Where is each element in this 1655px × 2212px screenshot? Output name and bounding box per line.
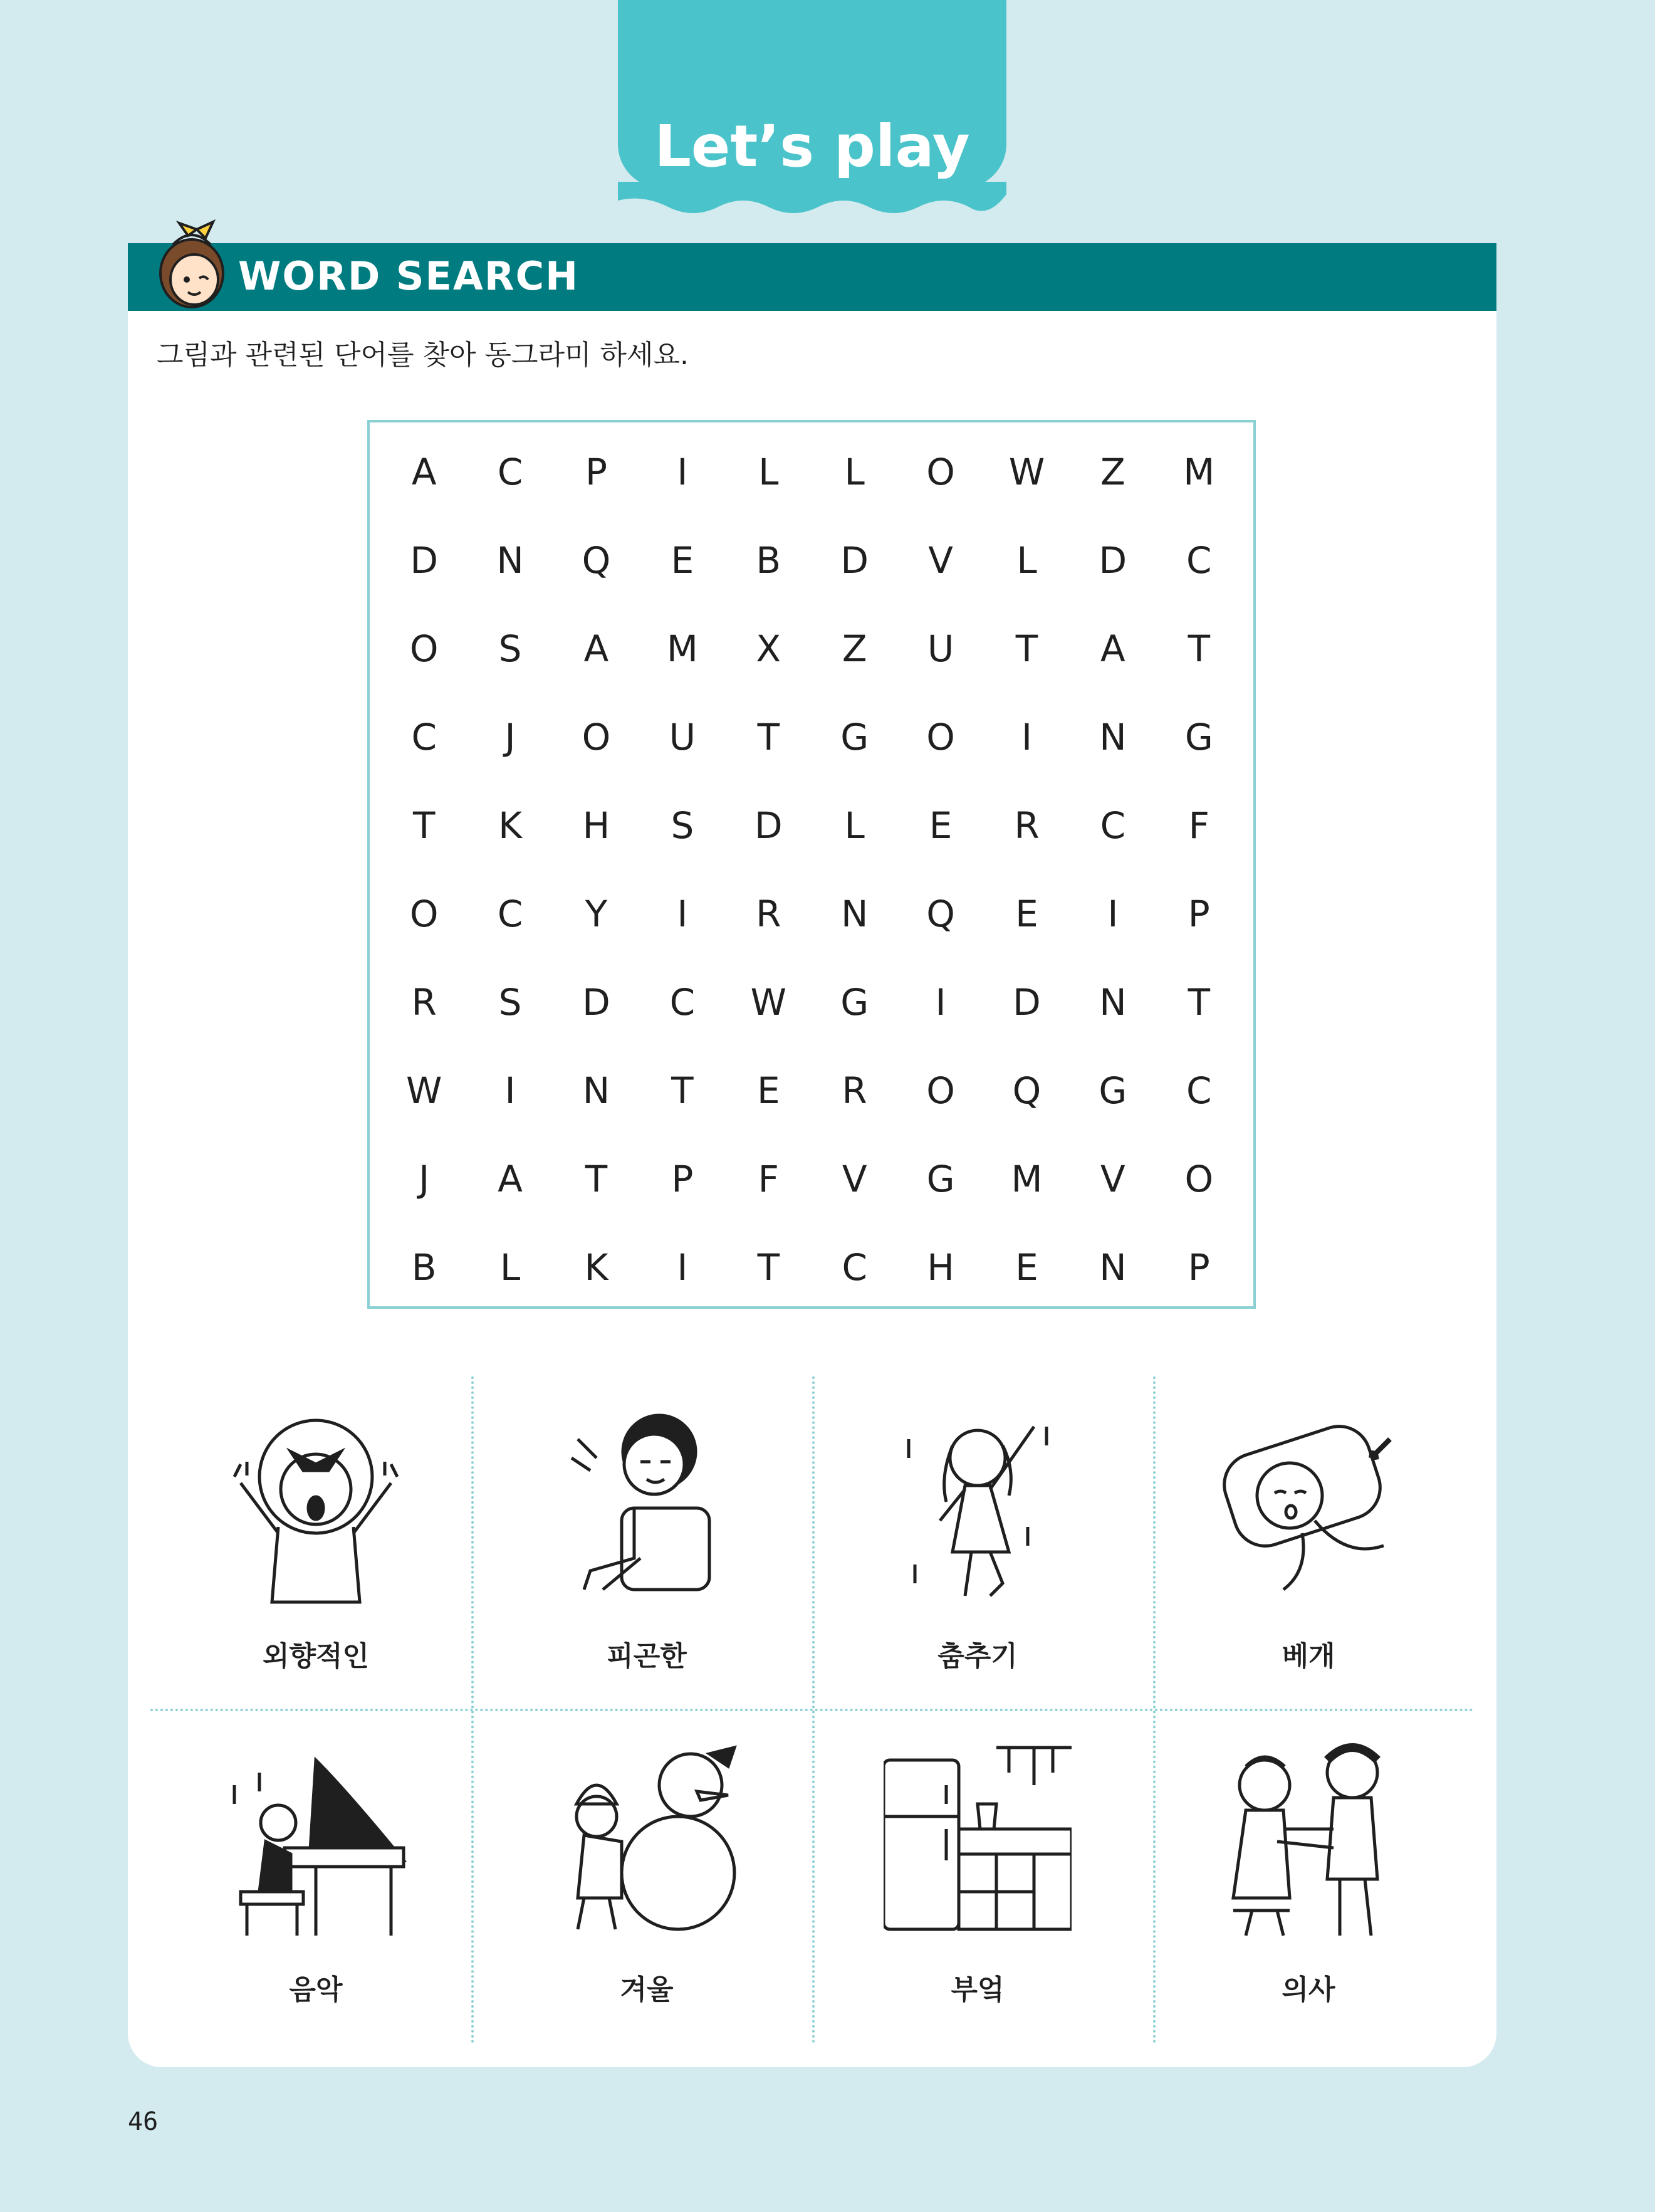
letter-cell[interactable]: H bbox=[582, 804, 610, 847]
letter-cell[interactable]: C bbox=[1186, 1069, 1212, 1112]
letter-cell[interactable]: E bbox=[756, 1069, 780, 1112]
letter-cell[interactable]: B bbox=[756, 538, 781, 582]
tired-boy-icon bbox=[553, 1402, 741, 1608]
picture-label: 의사 bbox=[1282, 1974, 1335, 2006]
letter-cell[interactable]: D bbox=[410, 538, 439, 582]
letter-cell[interactable]: C bbox=[411, 715, 437, 758]
picture-card bbox=[150, 1710, 481, 2043]
picture-card bbox=[481, 1710, 812, 2043]
letter-cell[interactable]: U bbox=[669, 715, 696, 758]
letter-cell[interactable]: M bbox=[1011, 1157, 1043, 1200]
letter-cell[interactable]: Q bbox=[926, 892, 955, 935]
picture-card bbox=[1143, 1710, 1474, 2043]
letter-cell[interactable]: P bbox=[585, 450, 607, 493]
letter-cell[interactable]: G bbox=[840, 980, 869, 1024]
letter-cell[interactable]: V bbox=[1100, 1157, 1125, 1200]
letter-cell[interactable]: O bbox=[926, 715, 955, 758]
letter-cell[interactable]: D bbox=[1099, 538, 1127, 582]
letter-cell[interactable]: Y bbox=[585, 892, 608, 935]
letter-cell[interactable]: R bbox=[411, 980, 437, 1024]
letter-cell[interactable]: E bbox=[1015, 892, 1038, 935]
letter-cell[interactable]: W bbox=[1008, 450, 1045, 493]
letter-cell[interactable]: A bbox=[583, 627, 609, 670]
letter-cell[interactable]: P bbox=[1188, 1245, 1210, 1289]
letter-cell[interactable]: N bbox=[582, 1069, 610, 1112]
picture-label: 겨울 bbox=[620, 1974, 674, 2006]
letter-cell[interactable]: R bbox=[756, 892, 781, 935]
letter-cell[interactable]: I bbox=[677, 892, 688, 935]
letter-cell[interactable]: O bbox=[409, 627, 439, 670]
letter-cell[interactable]: T bbox=[412, 804, 436, 847]
letter-cell[interactable]: B bbox=[411, 1245, 437, 1289]
letter-cell[interactable]: L bbox=[844, 450, 865, 493]
letter-cell[interactable]: O bbox=[1184, 1157, 1214, 1200]
letter-cell[interactable]: W bbox=[406, 1069, 442, 1112]
letter-cell[interactable]: R bbox=[1014, 804, 1040, 847]
letter-cell[interactable]: C bbox=[1100, 804, 1126, 847]
girl-mascot-icon bbox=[148, 219, 236, 320]
letter-cell[interactable]: C bbox=[497, 450, 523, 493]
picture-card bbox=[812, 1376, 1143, 1710]
letter-cell[interactable]: A bbox=[1100, 627, 1125, 670]
letter-cell[interactable]: I bbox=[504, 1069, 516, 1112]
baby-pillow-icon bbox=[1214, 1402, 1402, 1608]
letter-cell[interactable]: L bbox=[758, 450, 779, 493]
letter-cell[interactable]: Z bbox=[842, 627, 867, 670]
page-number: 46 bbox=[128, 2107, 159, 2136]
letter-cell[interactable]: K bbox=[498, 804, 523, 847]
letter-cell[interactable]: K bbox=[584, 1245, 608, 1289]
piano-player-icon bbox=[222, 1735, 410, 1942]
letter-cell[interactable]: T bbox=[1188, 627, 1210, 670]
letter-cell[interactable]: X bbox=[756, 627, 781, 670]
letter-cell[interactable]: O bbox=[926, 450, 955, 493]
letter-cell[interactable]: I bbox=[1021, 715, 1033, 758]
letter-cell[interactable]: E bbox=[1015, 1245, 1038, 1289]
letter-cell[interactable]: S bbox=[498, 627, 522, 670]
letter-cell[interactable]: I bbox=[1107, 892, 1119, 935]
letter-cell[interactable]: E bbox=[929, 804, 953, 847]
letter-cell[interactable]: Q bbox=[582, 538, 611, 582]
picture-card bbox=[1143, 1376, 1474, 1710]
letter-cell[interactable]: P bbox=[1188, 892, 1210, 935]
picture-label: 춤추기 bbox=[937, 1640, 1018, 1672]
letter-cell[interactable]: L bbox=[1016, 538, 1037, 582]
doctor-patient-icon bbox=[1214, 1735, 1402, 1942]
letter-cell[interactable]: M bbox=[666, 627, 698, 670]
letter-cell[interactable]: R bbox=[842, 1069, 867, 1112]
letter-cell[interactable]: I bbox=[677, 1245, 688, 1289]
letter-cell[interactable]: A bbox=[498, 1157, 523, 1200]
picture-card bbox=[481, 1376, 812, 1710]
letter-cell[interactable]: I bbox=[935, 980, 946, 1024]
letter-cell[interactable]: D bbox=[754, 804, 783, 847]
letter-cell[interactable]: C bbox=[497, 892, 523, 935]
letter-cell[interactable]: I bbox=[677, 450, 688, 493]
letter-cell[interactable]: Z bbox=[1100, 450, 1125, 493]
letter-cell[interactable]: T bbox=[757, 715, 780, 758]
letter-cell[interactable]: L bbox=[844, 804, 865, 847]
kitchen-icon bbox=[884, 1735, 1072, 1942]
instruction-text: 그림과 관련된 단어를 찾아 동그라미 하세요. bbox=[157, 339, 689, 371]
letter-cell[interactable]: F bbox=[758, 1157, 779, 1200]
letter-cell[interactable]: D bbox=[840, 538, 869, 582]
letter-cell[interactable]: F bbox=[1188, 804, 1209, 847]
letter-cell[interactable]: S bbox=[671, 804, 694, 847]
letter-cell[interactable]: G bbox=[1184, 715, 1213, 758]
picture-label: 음악 bbox=[289, 1974, 343, 2006]
dancing-girl-icon bbox=[884, 1402, 1072, 1608]
letter-cell[interactable]: J bbox=[504, 715, 516, 758]
letter-cell[interactable]: T bbox=[757, 1245, 780, 1289]
letter-cell[interactable]: G bbox=[1099, 1069, 1127, 1112]
letter-cell[interactable]: O bbox=[582, 715, 611, 758]
letter-cell[interactable]: S bbox=[498, 980, 522, 1024]
letter-cell[interactable]: J bbox=[419, 1157, 430, 1200]
letter-cell[interactable]: L bbox=[499, 1245, 521, 1289]
letter-cell[interactable]: N bbox=[1099, 980, 1127, 1024]
banner-wave-edge bbox=[618, 182, 1006, 219]
letter-cell[interactable]: E bbox=[671, 538, 694, 582]
letter-cell[interactable]: N bbox=[840, 892, 869, 935]
letter-cell[interactable]: T bbox=[671, 1069, 694, 1112]
snowman-child-icon bbox=[553, 1735, 741, 1942]
letter-cell[interactable]: T bbox=[1015, 627, 1038, 670]
word-search-grid[interactable] bbox=[367, 420, 1256, 1309]
page-title: Let’s play bbox=[654, 113, 970, 180]
letter-cell[interactable]: U bbox=[927, 627, 954, 670]
letter-cell[interactable]: T bbox=[585, 1157, 608, 1200]
letter-cell[interactable]: N bbox=[1099, 1245, 1127, 1289]
letter-cell[interactable]: W bbox=[750, 980, 786, 1024]
letter-cell[interactable]: D bbox=[1013, 980, 1041, 1024]
letter-cell[interactable]: C bbox=[669, 980, 696, 1024]
letter-cell[interactable]: Q bbox=[1012, 1069, 1042, 1112]
section-title: WORD SEARCH bbox=[238, 253, 580, 299]
letter-cell[interactable]: P bbox=[671, 1157, 694, 1200]
divider bbox=[150, 1709, 1474, 1711]
letter-cell[interactable]: T bbox=[1188, 980, 1210, 1024]
letter-cell[interactable]: N bbox=[1099, 715, 1127, 758]
letter-cell[interactable]: V bbox=[928, 538, 953, 582]
letter-cell[interactable]: V bbox=[842, 1157, 867, 1200]
letter-cell[interactable]: G bbox=[840, 715, 869, 758]
letter-cell[interactable]: G bbox=[926, 1157, 955, 1200]
letter-cell[interactable]: O bbox=[926, 1069, 955, 1112]
letter-cell[interactable]: C bbox=[842, 1245, 867, 1289]
letter-cell[interactable]: H bbox=[927, 1245, 954, 1289]
picture-label: 베개 bbox=[1282, 1640, 1335, 1672]
letter-cell[interactable]: A bbox=[411, 450, 437, 493]
picture-label: 부엌 bbox=[951, 1974, 1005, 2006]
letter-cell[interactable]: C bbox=[1186, 538, 1212, 582]
letter-cell[interactable]: O bbox=[409, 892, 439, 935]
picture-card bbox=[812, 1710, 1143, 2043]
picture-label: 피곤한 bbox=[607, 1640, 687, 1672]
letter-cell[interactable]: M bbox=[1183, 450, 1215, 493]
picture-label: 외향적인 bbox=[262, 1640, 369, 1672]
letter-cell[interactable]: N bbox=[496, 538, 524, 582]
picture-card bbox=[150, 1376, 481, 1710]
letter-cell[interactable]: D bbox=[582, 980, 610, 1024]
singing-child-icon bbox=[222, 1402, 410, 1608]
